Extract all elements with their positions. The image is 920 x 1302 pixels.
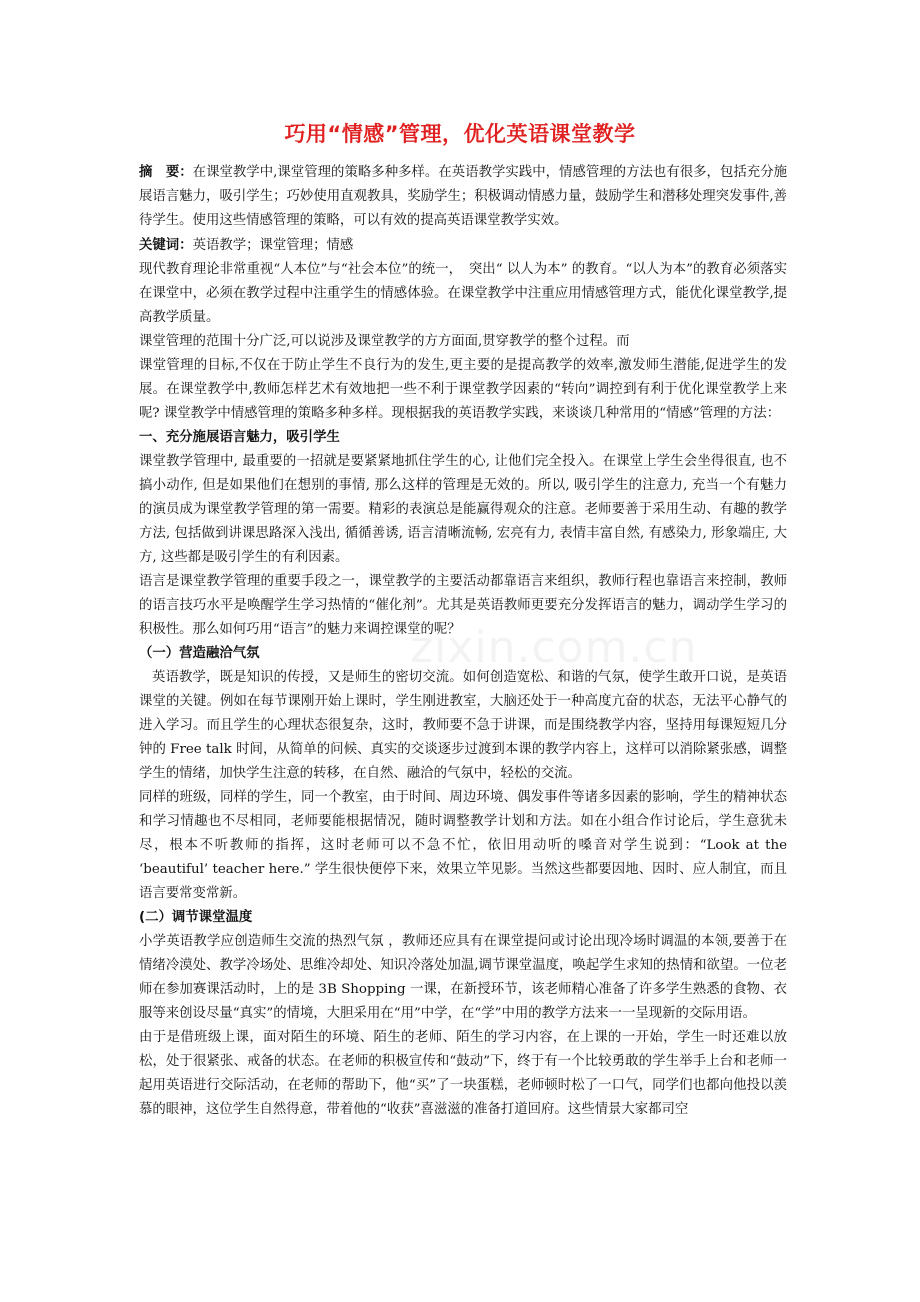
watermark: zixin.com.cn	[410, 622, 698, 673]
body-paragraph: 英语教学，既是知识的传授，又是师生的密切交流。如何创造宽松、和谐的气氛，使学生敢开口说，是英语课堂的关键。例如在每节课刚开始上课时，学生刚进教室，大脑还处于一种高度亢奋的状态，无法平心静气的进入学习。而且学生的心理状态很复杂，这时，教师要不急于讲课，而是围绕教学内容，坚持用每课短短几分钟的 Free talk 时间，从简单的问候、真实的交谈逐步过渡到本课的教学内容上，这样可以消除紧张感，调整学生的情绪，加快学生注意的转移，在自然、融洽的气氛中，轻松的交流。	[139, 670, 787, 781]
subsection-heading: (二）调节课堂温度	[139, 910, 253, 925]
subsection-heading: （一）营造融洽气氛	[139, 646, 260, 661]
body-paragraph: 课堂管理的范围十分广泛,可以说涉及课堂教学的方方面面,贯穿教学的整个过程。而	[139, 334, 630, 349]
keywords-text: 英语教学；课堂管理；情感	[192, 238, 354, 253]
body-paragraph: 小学英语教学应创造师生交流的热烈气氛 ，教师还应具有在课堂提问或讨论出现冷场时调温的本领,要善于在情绪冷漠处、教学冷场处、思维冷却处、知识冷落处加温,调节课堂温度，唤起学生求知的热情和欲望。一位老师在参加赛课活动时，上的是 3B Shopping 一课，在新授环节，该老师精心准备了许多学生熟悉的食物、衣服等来创设尽量“真实”的情境，大胆采用在“用”中学，在“学”中用的教学方法来一一呈现新的交际用语。	[139, 934, 787, 1021]
body-paragraph: 同样的班级，同样的学生，同一个教室，由于时间、周边环境、偶发事件等诸多因素的影响，学生的精神状态和学习情趣也不尽相同，老师要能根据情况，随时调整教学计划和方法。如在小组合作讨论后，学生意犹未尽，根本不听教师的指挥，这时老师可以不急不忙，依旧用动听的嗓音对学生说到：“Look at the ‘beautiful’ teacher here.” 学生很快便停下来，效果立竿见影。当然这些都要因地、因时、应人制宜，而且语言要常变常新。	[139, 790, 787, 901]
abstract-label: 摘 要：	[139, 164, 193, 180]
abstract-text: 在课堂教学中,课堂管理的策略多种多样。在英语教学实践中，情感管理的方法也有很多，包括充分施展语言魅力，吸引学生；巧妙使用直观教具，奖励学生；积极调动情感力量，鼓励学生和潜移处理突发事件,善待学生。使用这些情感管理的策略，可以有效的提高英语课堂教学实效。	[139, 165, 787, 228]
body-paragraph: 由于是借班级上课，面对陌生的环境、陌生的老师、陌生的学习内容，在上课的一开始，学生一时还难以放松，处于很紧张、戒备的状态。在老师的积极宣传和“鼓动”下，终于有一个比较勇敢的学生举手上台和老师一起用英语进行交际活动，在老师的帮助下，他“买”了一块蛋糕，老师顿时松了一口气，同学们也都向他投以羡慕的眼神，这位学生自然得意，带着他的“收获”喜滋滋的准备打道回府。这些情景大家都司空	[139, 1030, 787, 1117]
body-paragraph: 课堂管理的目标,不仅在于防止学生不良行为的发生,更主要的是提高教学的效率,激发师生潜能,促进学生的发展。在课堂教学中,教师怎样艺术有效地把一些不利于课堂教学因素的“转向”调控到有利于优化课堂教学上来呢? 课堂教学中情感管理的策略多种多样。现根据我的英语教学实践，来谈谈几种常用的“情感”管理的方法：	[139, 358, 787, 421]
keywords-paragraph	[139, 233, 787, 258]
page-title: 巧用“情感”管理，优化英语课堂教学	[284, 122, 636, 146]
abstract-paragraph	[139, 160, 787, 233]
body-paragraph: 语言是课堂教学管理的重要手段之一，课堂教学的主要活动都靠语言来组织，教师行程也靠语言来控制，教师的语言技巧水平是唤醒学生学习热情的“催化剂”。尤其是英语教师更要充分发挥语言的魅力，调动学生学习的积极性。那么如何巧用“语言”的魅力来调控课堂的呢？	[139, 574, 787, 637]
section-heading: 一、充分施展语言魅力，吸引学生	[139, 430, 340, 445]
keywords-label: 关键词：	[139, 237, 193, 253]
body-paragraph: 课堂教学管理中, 最重要的一招就是要紧紧地抓住学生的心, 让他们完全投入。在课堂上学生会坐得很直, 也不搞小动作, 但是如果他们在想别的事情, 那么这样的管理是无效的。所以, 吸引学生的注意力, 充当一个有魅力的演员成为课堂教学管理的第一需要。精彩的表演总是能赢得观众的注意。老师要善于采用生动、有趣的教学方法, 包括做到讲课思路深入浅出, 循循善诱, 语言清晰流畅, 宏亮有力, 表情丰富自然, 有感染力, 形象端庄, 大方, 这些都是吸引学生的有利因素。	[139, 454, 787, 565]
body-paragraph: 现代教育理论非常重视“人本位”与“社会本位”的统一， 突出“ 以人为本” 的教育。“以人为本”的教育必须落实在课堂中，必须在教学过程中注重学生的情感体验。在课堂教学中注重应用情感管理方式，能优化课堂教学,提高教学质量。	[139, 262, 787, 325]
